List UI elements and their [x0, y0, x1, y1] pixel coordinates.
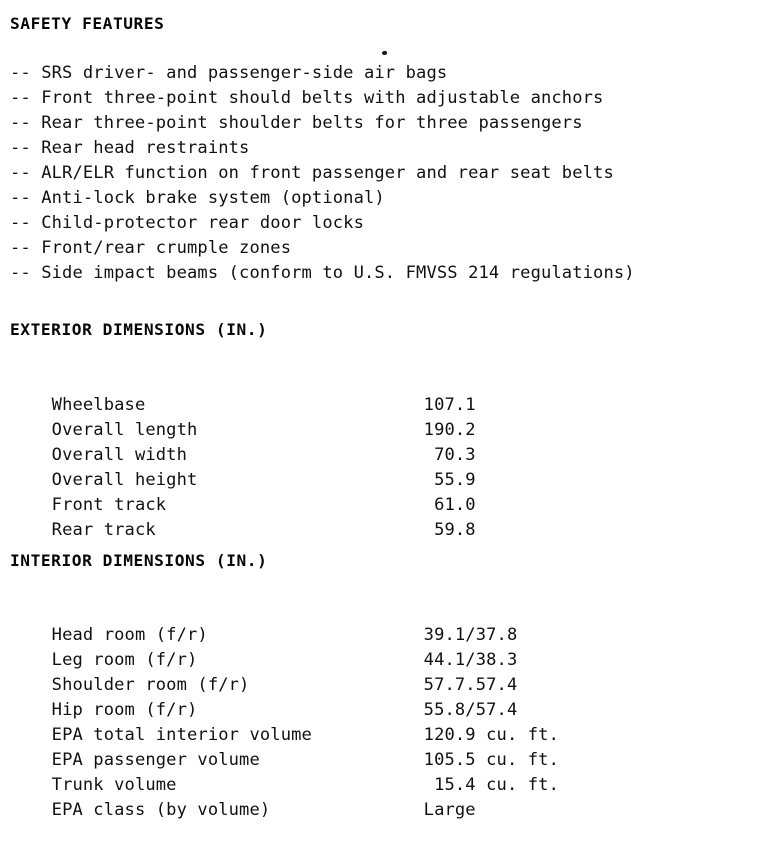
spec-label: Wheelbase [51, 395, 146, 415]
spec-label: Front track [51, 495, 167, 515]
section-heading-safety-features: SAFETY FEATURES [10, 14, 165, 33]
bullet-item: -- Front/rear crumple zones [10, 238, 292, 258]
section-heading-interior-dimensions: INTERIOR DIMENSIONS (IN.) [10, 551, 268, 570]
bullet-item: -- Rear three-point shoulder belts for three passengers [10, 113, 583, 133]
spec-label: Rear track [51, 520, 156, 540]
spec-value: 70.3 [423, 445, 476, 465]
bullet-item: -- Rear head restraints [10, 138, 250, 158]
spec-value: 120.9 cu. ft. [423, 725, 560, 745]
bullet-item: -- Front three-point should belts with adjustable anchors [10, 88, 604, 108]
spec-value: 190.2 [423, 420, 476, 440]
spec-label: Overall height [51, 470, 198, 490]
spec-value: 105.5 cu. ft. [423, 750, 560, 770]
spec-value: 44.1/38.3 [423, 650, 518, 670]
spec-label: Overall width [51, 445, 188, 465]
spec-label: EPA passenger volume [51, 750, 260, 770]
spec-label: EPA total interior volume [51, 725, 312, 745]
spec-value: 61.0 [423, 495, 476, 515]
spec-value: 107.1 [423, 395, 476, 415]
spec-label: Head room (f/r) [51, 625, 208, 645]
spec-value: Large [423, 800, 476, 820]
spec-value: 59.8 [423, 520, 476, 540]
scan-artifact-speck [382, 50, 388, 55]
spec-label: Overall length [51, 420, 198, 440]
spec-value: 39.1/37.8 [423, 625, 518, 645]
bullet-item: -- ALR/ELR function on front passenger and rear seat belts [10, 163, 614, 183]
bullet-item: -- Side impact beams (conform to U.S. FMVSS 214 regulations) [10, 263, 635, 283]
bullet-item: -- Anti-lock brake system (optional) [10, 188, 385, 208]
bullet-item: -- SRS driver- and passenger-side air bags [10, 63, 448, 83]
spec-label: Trunk volume [51, 775, 177, 795]
spec-label: Leg room (f/r) [51, 650, 198, 670]
bullet-item: -- Child-protector rear door locks [10, 213, 364, 233]
spec-value: 15.4 cu. ft. [423, 775, 560, 795]
section-heading-exterior-dimensions: EXTERIOR DIMENSIONS (IN.) [10, 320, 268, 339]
spec-label: EPA class (by volume) [51, 800, 271, 820]
spec-value: 55.9 [423, 470, 476, 490]
spec-value: 57.7.57.4 [423, 675, 518, 695]
spec-value: 55.8/57.4 [423, 700, 518, 720]
spec-label: Hip room (f/r) [51, 700, 198, 720]
spec-label: Shoulder room (f/r) [51, 675, 250, 695]
spec-row [10, 773, 476, 848]
